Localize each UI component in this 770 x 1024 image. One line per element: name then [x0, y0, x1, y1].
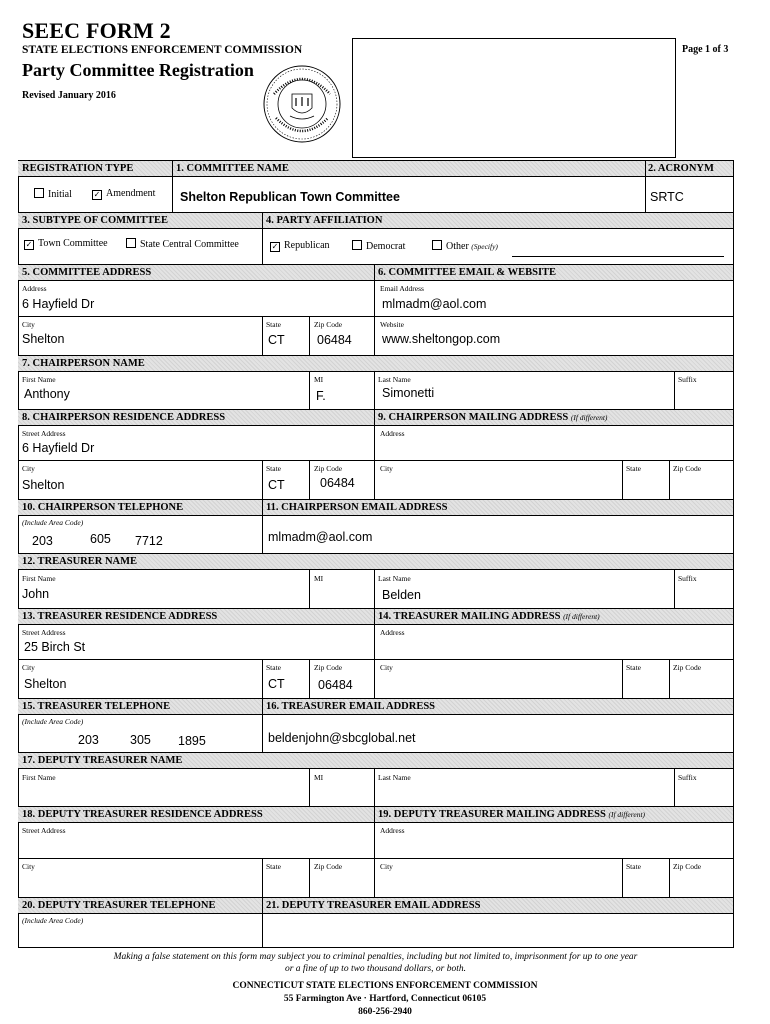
- registration-type-label: REGISTRATION TYPE: [22, 163, 134, 174]
- chair-zip-field[interactable]: 06484: [320, 476, 355, 490]
- divider: [262, 460, 263, 499]
- section-chairperson-address: [18, 409, 733, 426]
- chair-email-field[interactable]: mlmadm@aol.com: [268, 530, 373, 544]
- divider: [674, 570, 675, 608]
- area-code-note: (Include Area Code): [22, 916, 84, 925]
- footer-address: 55 Farmington Ave · Hartford, Connecticut 06105: [283, 994, 487, 1004]
- city-caption: City: [22, 464, 35, 473]
- treasurer-zip-field[interactable]: 06484: [318, 678, 353, 692]
- treasurer-email-label: 16. TREASURER EMAIL ADDRESS: [266, 701, 436, 712]
- treasurer-street-field[interactable]: 25 Birch St: [24, 640, 86, 654]
- chair-phone-line-field[interactable]: 7712: [135, 534, 163, 548]
- treasurer-last-name-field[interactable]: Belden: [382, 588, 421, 602]
- email-caption: Email Address: [380, 284, 424, 293]
- zip-caption: Zip Code: [314, 320, 343, 329]
- committee-email-field[interactable]: mlmadm@aol.com: [382, 297, 487, 311]
- other-box[interactable]: [432, 240, 442, 250]
- divider: [262, 659, 263, 698]
- treasurer-city-field[interactable]: Shelton: [24, 677, 67, 691]
- false-statement-warning-line1: Making a false statement on this form may subject you to criminal penalties, including but not limited to, imprisonment for up to one year: [113, 952, 638, 962]
- mail-state-caption: State: [626, 663, 641, 672]
- divider: [669, 659, 670, 698]
- divider: [172, 160, 173, 212]
- divider: [309, 460, 310, 499]
- if-different-note: (If different): [608, 810, 646, 819]
- committee-email-label: 6. COMMITTEE EMAIL & WEBSITE: [378, 267, 557, 278]
- website-caption: Website: [380, 320, 404, 329]
- treasurer-telephone-label: 15. TREASURER TELEPHONE: [22, 701, 171, 712]
- other-specify-line[interactable]: [512, 256, 724, 257]
- amendment-checkbox[interactable]: [92, 188, 155, 200]
- divider: [374, 409, 375, 499]
- acronym-label: 2. ACRONYM: [648, 163, 714, 174]
- frame-right: [733, 160, 734, 948]
- democrat-label: Democrat: [366, 241, 406, 252]
- revision-date: Revised January 2016: [22, 90, 116, 101]
- page-number: Page 1 of 3: [682, 44, 729, 55]
- footer-phone: 860-256-2940: [358, 1007, 412, 1017]
- mi-caption: MI: [314, 574, 324, 583]
- agency-name: STATE ELECTIONS ENFORCEMENT COMMISSION: [22, 44, 303, 56]
- divider: [18, 460, 733, 461]
- divider: [262, 698, 263, 753]
- divider: [622, 659, 623, 698]
- divider: [309, 769, 310, 807]
- republican-label: Republican: [284, 240, 330, 251]
- section-registration: [18, 160, 733, 177]
- deputy-residence-label: 18. DEPUTY TREASURER RESIDENCE ADDRESS: [22, 809, 263, 820]
- last-name-caption: Last Name: [378, 375, 411, 384]
- mail-zip-caption: Zip Code: [673, 663, 702, 672]
- chair-last-name-field[interactable]: Simonetti: [382, 386, 435, 400]
- address-caption: Address: [22, 284, 47, 293]
- other-label: Other: [446, 241, 469, 252]
- democrat-box[interactable]: [352, 240, 362, 250]
- divider: [262, 897, 263, 947]
- treasurer-email-field[interactable]: beldenjohn@sbcglobal.net: [268, 731, 416, 745]
- town-committee-checkbox[interactable]: [24, 238, 108, 250]
- mail-city-caption: City: [380, 663, 393, 672]
- divider: [669, 460, 670, 499]
- chair-mi-field[interactable]: F.: [316, 389, 326, 403]
- chair-residence-label: 8. CHAIRPERSON RESIDENCE ADDRESS: [22, 412, 226, 423]
- section-deputy-treasurer-address: [18, 806, 733, 823]
- section-deputy-treasurer-telephone: [18, 897, 733, 914]
- state-caption: State: [266, 663, 281, 672]
- town-box[interactable]: ✓: [25, 240, 33, 249]
- divider: [309, 858, 310, 897]
- suffix-caption: Suffix: [678, 574, 697, 583]
- section-deputy-treasurer-name: [18, 752, 733, 769]
- section-treasurer-address: [18, 608, 733, 625]
- state-caption: State: [266, 320, 281, 329]
- chair-state-field[interactable]: CT: [268, 478, 285, 492]
- deputy-telephone-label: 20. DEPUTY TREASURER TELEPHONE: [22, 900, 216, 911]
- initial-checkbox[interactable]: [34, 188, 72, 200]
- specify-note: (Specify): [471, 242, 498, 251]
- treasurer-phone-line-field[interactable]: 1895: [178, 734, 206, 748]
- state-seal-icon: [262, 64, 342, 144]
- divider: [674, 372, 675, 409]
- state-caption: State: [266, 862, 281, 871]
- chair-mailing-label: 9. CHAIRPERSON MAILING ADDRESS: [378, 412, 569, 423]
- divider: [309, 316, 310, 356]
- divider: [669, 858, 670, 897]
- address-caption: Address: [380, 628, 405, 637]
- committee-address-field[interactable]: 6 Hayfield Dr: [22, 297, 95, 311]
- mail-zip-caption: Zip Code: [673, 464, 702, 473]
- frame-bottom: [18, 947, 733, 948]
- mail-state-caption: State: [626, 862, 641, 871]
- other-checkbox[interactable]: [432, 240, 498, 252]
- republican-box[interactable]: ✓: [271, 242, 279, 251]
- amendment-box[interactable]: ✓: [93, 190, 101, 199]
- state-central-box[interactable]: [126, 238, 136, 248]
- street-caption: Street Address: [22, 826, 66, 835]
- chair-telephone-label: 10. CHAIRPERSON TELEPHONE: [22, 502, 184, 513]
- section-subtype: [18, 212, 733, 229]
- section-chairperson-telephone: [18, 499, 733, 516]
- chair-first-name-field[interactable]: Anthony: [24, 387, 70, 401]
- treasurer-residence-label: 13. TREASURER RESIDENCE ADDRESS: [22, 611, 218, 622]
- divider: [262, 212, 263, 264]
- mail-zip-caption: Zip Code: [673, 862, 702, 871]
- committee-name-field[interactable]: Shelton Republican Town Committee: [180, 190, 400, 204]
- state-central-label: State Central Committee: [140, 239, 239, 250]
- last-name-caption: Last Name: [378, 574, 411, 583]
- zip-caption: Zip Code: [314, 663, 343, 672]
- first-name-caption: First Name: [22, 375, 56, 384]
- subtype-label: 3. SUBTYPE OF COMMITTEE: [22, 215, 169, 226]
- if-different-note: (If different): [570, 413, 608, 422]
- committee-zip-field[interactable]: 06484: [317, 333, 352, 347]
- divider: [622, 460, 623, 499]
- divider: [374, 264, 375, 356]
- address-caption: Address: [380, 826, 405, 835]
- divider: [262, 316, 263, 356]
- area-code-note: (Include Area Code): [22, 717, 84, 726]
- divider: [309, 659, 310, 698]
- section-treasurer-telephone: [18, 698, 733, 715]
- divider: [262, 499, 263, 554]
- town-label: Town Committee: [38, 238, 108, 249]
- party-label: 4. PARTY AFFILIATION: [266, 215, 383, 226]
- if-different-note: (If different): [563, 612, 600, 621]
- form-title: SEEC FORM 2: [22, 18, 171, 43]
- treasurer-first-name-field[interactable]: John: [22, 587, 50, 601]
- mail-city-caption: City: [380, 862, 393, 871]
- zip-caption: Zip Code: [314, 464, 343, 473]
- city-caption: City: [22, 320, 35, 329]
- divider: [374, 806, 375, 897]
- state-caption: State: [266, 464, 281, 473]
- street-caption: Street Address: [22, 429, 66, 438]
- city-caption: City: [22, 862, 35, 871]
- false-statement-warning-line2: or a fine of up to two thousand dollars, or both.: [284, 964, 467, 974]
- treasurer-name-label: 12. TREASURER NAME: [22, 556, 138, 567]
- committee-name-label: 1. COMMITTEE NAME: [176, 163, 289, 174]
- treasurer-area-code-field[interactable]: 203: [78, 733, 99, 747]
- deputy-name-label: 17. DEPUTY TREASURER NAME: [22, 755, 183, 766]
- committee-address-label: 5. COMMITTEE ADDRESS: [22, 267, 152, 278]
- last-name-caption: Last Name: [378, 773, 411, 782]
- chair-city-field[interactable]: Shelton: [22, 478, 65, 492]
- committee-state-field[interactable]: CT: [268, 333, 285, 347]
- chair-street-field[interactable]: 6 Hayfield Dr: [22, 441, 95, 455]
- divider: [674, 769, 675, 807]
- area-code-note: (Include Area Code): [22, 518, 84, 527]
- divider: [374, 608, 375, 698]
- mail-city-caption: City: [380, 464, 393, 473]
- divider: [645, 160, 646, 212]
- treasurer-state-field[interactable]: CT: [268, 677, 285, 691]
- mi-caption: MI: [314, 375, 324, 384]
- section-committee-address: [18, 264, 733, 281]
- divider: [18, 659, 733, 660]
- form-subtitle: Party Committee Registration: [22, 60, 254, 80]
- divider: [374, 372, 375, 409]
- suffix-caption: Suffix: [678, 375, 697, 384]
- state-central-checkbox[interactable]: [126, 238, 239, 250]
- footer-organization: CONNECTICUT STATE ELECTIONS ENFORCEMENT COMMISSION: [232, 981, 538, 991]
- deputy-email-label: 21. DEPUTY TREASURER EMAIL ADDRESS: [266, 900, 481, 911]
- republican-checkbox[interactable]: [270, 240, 330, 252]
- acronym-field[interactable]: SRTC: [650, 190, 684, 204]
- chair-area-code-field[interactable]: 203: [32, 534, 53, 548]
- treasurer-mailing-label: 14. TREASURER MAILING ADDRESS: [378, 611, 561, 622]
- first-name-caption: First Name: [22, 574, 56, 583]
- deputy-mailing-label: 19. DEPUTY TREASURER MAILING ADDRESS: [378, 809, 606, 820]
- initial-box[interactable]: [34, 188, 44, 198]
- committee-website-field[interactable]: www.sheltongop.com: [382, 332, 501, 346]
- chairperson-name-label: 7. CHAIRPERSON NAME: [22, 358, 145, 369]
- treasurer-phone-prefix-field[interactable]: 305: [130, 733, 151, 747]
- mail-state-caption: State: [626, 464, 641, 473]
- street-caption: Street Address: [22, 628, 66, 637]
- divider: [309, 570, 310, 608]
- divider: [374, 570, 375, 608]
- amendment-label: Amendment: [106, 188, 156, 199]
- first-name-caption: First Name: [22, 773, 56, 782]
- divider: [18, 316, 733, 317]
- mi-caption: MI: [314, 773, 324, 782]
- suffix-caption: Suffix: [678, 773, 697, 782]
- divider: [262, 858, 263, 897]
- chair-phone-prefix-field[interactable]: 605: [90, 532, 111, 546]
- divider: [622, 858, 623, 897]
- address-caption: Address: [380, 429, 405, 438]
- democrat-checkbox[interactable]: [352, 240, 405, 252]
- divider: [18, 858, 733, 859]
- zip-caption: Zip Code: [314, 862, 343, 871]
- divider: [309, 372, 310, 409]
- filing-stamp-box: [352, 38, 676, 158]
- chair-email-label: 11. CHAIRPERSON EMAIL ADDRESS: [266, 502, 448, 513]
- initial-label: Initial: [48, 189, 72, 200]
- section-chairperson-name: [18, 355, 733, 372]
- divider: [374, 769, 375, 807]
- committee-city-field[interactable]: Shelton: [22, 332, 65, 346]
- city-caption: City: [22, 663, 35, 672]
- section-treasurer-name: [18, 553, 733, 570]
